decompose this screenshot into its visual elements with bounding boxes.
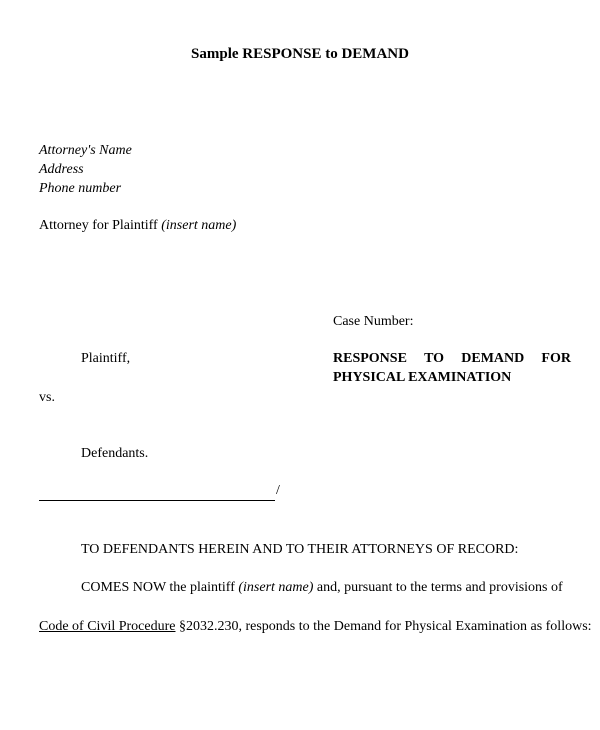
p2-rest: §2032.230, responds to the Demand for Physical Examination as follows: [178,619,592,634]
attorney-phone: Phone number [39,181,122,196]
p1-insert: (insert name) [238,580,314,595]
attorney-address: Address [39,162,84,177]
document-title: Sample RESPONSE to DEMAND [191,46,409,62]
addressee-line: TO DEFENDANTS HEREIN AND TO THEIR ATTORNEYS OF RECORD: [81,542,519,557]
doc-title-line-1 [333,351,571,368]
attorney-for-insert: (insert name) [161,218,237,233]
p1-start: COMES NOW the plaintiff [81,580,235,595]
body-paragraph-1 [81,580,563,597]
case-number-label: Case Number: [333,314,414,329]
attorney-for-label: Attorney for Plaintiff [39,218,158,233]
caption-divider-line [39,500,275,501]
versus-label: vs. [39,390,55,405]
plaintiff-label: Plaintiff, [81,351,131,366]
attorney-name: Attorney's Name [39,143,132,158]
defendants-label: Defendants. [81,446,149,461]
body-paragraph-2 [39,619,592,636]
doc-title-word: FOR [541,351,571,366]
doc-title-line-2: PHYSICAL EXAMINATION [333,370,512,385]
doc-title-word: DEMAND [461,351,525,366]
p1-end: and, pursuant to the terms and provisions of [316,580,563,595]
code-civil-procedure: Code of Civil Procedure [39,619,176,634]
doc-title-word: TO [424,351,445,366]
attorney-for-line [39,218,236,235]
caption-slash: / [276,483,280,498]
doc-title-word: RESPONSE [333,351,407,366]
